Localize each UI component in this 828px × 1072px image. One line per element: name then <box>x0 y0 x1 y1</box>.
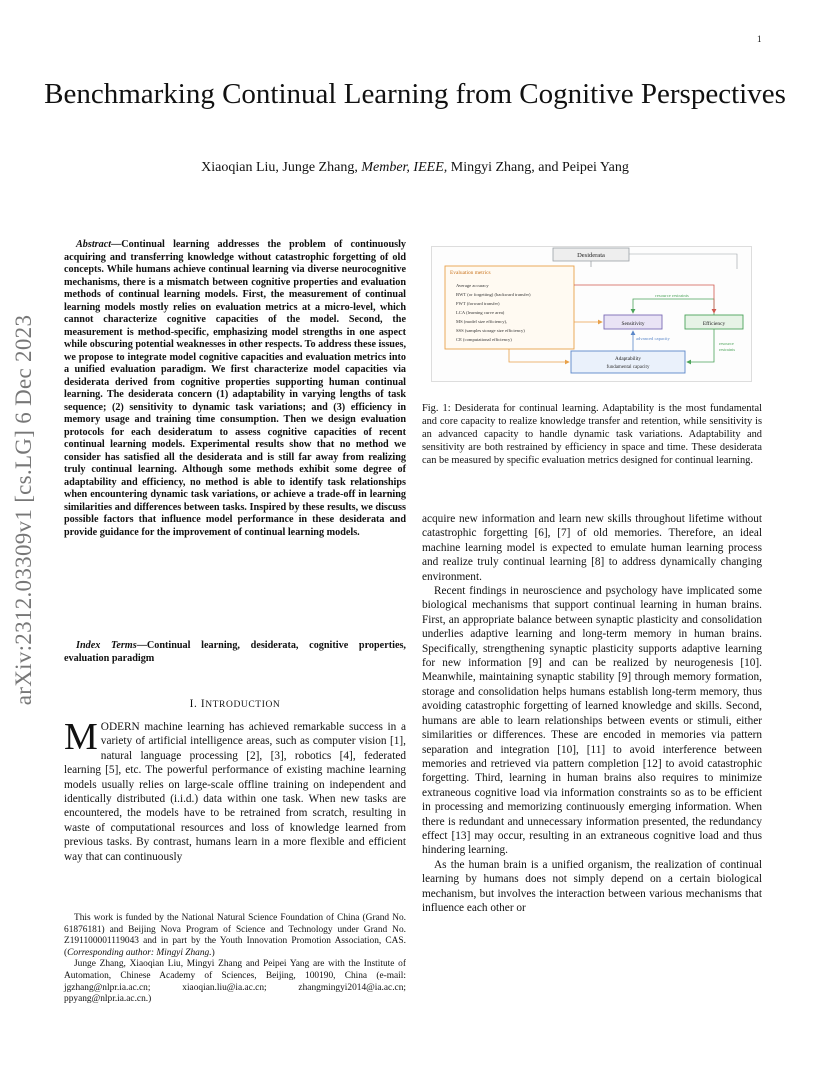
arxiv-watermark <box>4 300 44 720</box>
section-number: I. <box>189 698 198 710</box>
metric-7: CE (computational efficiency) <box>456 337 512 342</box>
arxiv-id: arXiv:2312.03309v1 [cs.LG] 6 Dec 2023 <box>11 314 36 706</box>
efficiency-label: Efficiency <box>702 321 726 327</box>
resource-restraints-right-b: restraints <box>719 347 736 352</box>
footnote-funding-end: ) <box>211 947 215 958</box>
authors-part-1: Xiaoqian Liu, Junge Zhang, <box>201 160 362 175</box>
index-terms <box>64 640 406 665</box>
paper-title: Benchmarking Continual Learning from Cognitive Perspectives <box>44 78 786 110</box>
body-paragraph: Recent findings in neuroscience and psychology have implicated some biological mechanisms that support continual learning in human brains. First, an appropriate balance between synaptic plasticity and consolidation underlies adaptive learning and long-term memory in human brains. Specifically, strengthening synaptic plasticity supports adaptive learning for new information [9] and can be realized by neurogenesis [10]. Meanwhile, maintaining synaptic stability [9] through memory formation, storage and consolidation helps humans establish long-term memory, thus avoiding catastrophic forgetting of learned knowledge and skills. Second, humans are able to learn relationships between events or stimuli, either similarities or differences. These are encoded in memories via pattern separation and integration [10], [11] to avoid interference between memories and retrieved via pattern completion [12] to avoid catastrophic forgetting. Third, learning in human brains also requires to minimize extraneous cognitive load via information constraints so as to be efficient in processing and memorizing continuously emerging information. When there is redundant and unnecessary information presented, the redundancy effect [13] may occur, resulting in an extraneous cognitive load and thus hindering learning. <box>422 585 762 857</box>
metric-3: FWT (forward transfer) <box>456 301 500 306</box>
metric-1: Average accuracy <box>456 283 489 288</box>
adaptability-label: Adaptability <box>615 356 641 362</box>
footnote-corresponding: Corresponding author: Mingyi Zhang. <box>67 947 212 958</box>
abstract-label: Abstract <box>76 239 112 250</box>
section-title-first: I <box>200 698 206 710</box>
footnote-affiliation: Junge Zhang, Xiaoqian Liu, Mingyi Zhang and Peipei Yang are with the Institute of Automation, Chinese Academy of Sciences, Beijing, 100190, China (e-mail: jgzhang@nlpr.ia.ac.cn; xiaoqian.liu@ia.ac.cn; zhangmingyi2014@ia.ac.cn; ppyang@nlpr.ia.ac.cn.) <box>64 959 406 1005</box>
abstract <box>64 239 406 539</box>
metric-2: BWT (or forgetting) (backward transfer) <box>456 292 531 297</box>
index-terms-text: —Continual learning, desiderata, cognitive properties, evaluation paradigm <box>64 640 406 664</box>
authors-part-2: Mingyi Zhang, and Peipei Yang <box>447 160 629 175</box>
caption-text: Desiderata for continual learning. Adaptability is the most fundamental and core capacity to realize knowledge transfer and retention, while sensitivity is an advanced capacity to handle dynamic task variations. Adaptability and sensitivity are both restrained by efficiency in space and time. These desiderata can be measured by specific evaluation metrics designed for continual learning. <box>422 403 762 466</box>
intro-lead: ODERN <box>100 721 140 733</box>
footnote-funding-text: This work is funded by the National Natural Science Foundation of China (Grand No. 61876181) and Beijing Nova Program of Science and Technology under Grand No. Z191100001119043 and in part by the Youth Innovation Promotion Association, CAS. ( <box>64 913 406 958</box>
section-title-rest: NTRODUCTION <box>205 700 281 710</box>
metric-5: MS (model size efficiency), <box>456 319 508 324</box>
abstract-text: —Continual learning addresses the problem of continuously acquiring and transferring knowledge without catastrophic forgetting of old concepts. While humans achieve continual learning via diverse neurocognitive mechanisms, there is a mismatch between cognitive properties and evaluation methods of continual learning models. First, the measurement of continual learning models mostly relies on evaluation metrics at a micro-level, which cannot characterize cognitive capacities of the model. Second, the measurement is method-specific, emphasizing model strengths in one aspect while obscuring potential weaknesses in other respects. To address these issues, we propose to integrate model cognitive capacities and evaluation metrics into a unified evaluation paradigm. We first characterize model capacities via desiderata derived from cognitive properties supporting human continual learning. The desiderata concern (1) adaptability in varying lengths of task sequence; (2) sensitivity to dynamic task variations; and (3) efficiency in memory usage and training time consumption. Then we design evaluation protocols for each desideratum to assess cognitive capacities of recent continual learning models. Experimental results show that no method we consider has satisfied all the desiderata and is still far away from realizing truly continual learning. Although some methods exhibit some degree of adaptability and efficiency, no method is able to identify task relationships when encountering dynamic task variations, or achieve a trade-off in learning similarities and differences between tasks. Inspired by these results, we discuss possible factors that influence model performance in these desiderata and provide guidance for the improvement of continual learning models. <box>64 239 406 538</box>
intro-paragraph <box>64 716 406 864</box>
author-role: Member, IEEE, <box>361 160 448 175</box>
right-column-body <box>422 512 762 915</box>
evaluation-metrics-title: Evaluation metrics <box>450 270 491 276</box>
metric-6: SSS (samples storage size efficiency) <box>456 328 525 333</box>
author-list <box>40 160 790 176</box>
caption-label: Fig. 1: <box>422 403 451 414</box>
section-heading <box>64 698 406 710</box>
page-number: 1 <box>757 34 762 44</box>
body-paragraph: acquire new information and learn new skills throughout lifetime without catastrophic forgetting [6], [7] of old memories. Therefore, an ideal machine learning model is expected to emulate human learning process and realize truly continual learning [8] to address dynamically changing environment. <box>422 513 762 583</box>
desiderata-diagram <box>432 247 751 381</box>
metric-4: LCA (learning curve area) <box>456 310 505 315</box>
desiderata-label: Desiderata <box>577 252 605 259</box>
drop-cap: M <box>64 716 98 758</box>
footnote-funding <box>64 913 406 959</box>
intro-text: machine learning has achieved remarkable success in a variety of artificial intelligence areas, such as computer vision [1], natural language processing [2], [3], robotics [4], federated learning [5], etc. The powerful performance of existing machine learning models usually relies on large-scale offline training on independent and identically distributed (i.i.d.) data within one task. When new tasks are encountered, the models have to be retrained from scratch, resulting in waste of computational resources and loss of knowledge learned from previous tasks. By contrast, humans learn in a more flexible and efficient way that can continuously <box>64 721 406 863</box>
resource-restraints-top: resource restraints <box>655 293 689 298</box>
figure-caption <box>422 402 762 467</box>
index-terms-label: Index Terms <box>76 640 137 651</box>
body-paragraph: As the human brain is a unified organism, the realization of continual learning by humans does not simply depend on a certain biological mechanism, but involves the interaction between various mechanisms that influence each other or <box>422 858 762 914</box>
figure-desiderata <box>431 246 752 382</box>
advanced-capacity-label: advanced capacity <box>636 336 670 341</box>
fundamental-capacity-label: fundamental capacity <box>606 365 650 370</box>
resource-restraints-right-a: resource <box>719 341 734 346</box>
sensitivity-label: Sensitivity <box>621 321 645 327</box>
footnote <box>64 913 406 1006</box>
